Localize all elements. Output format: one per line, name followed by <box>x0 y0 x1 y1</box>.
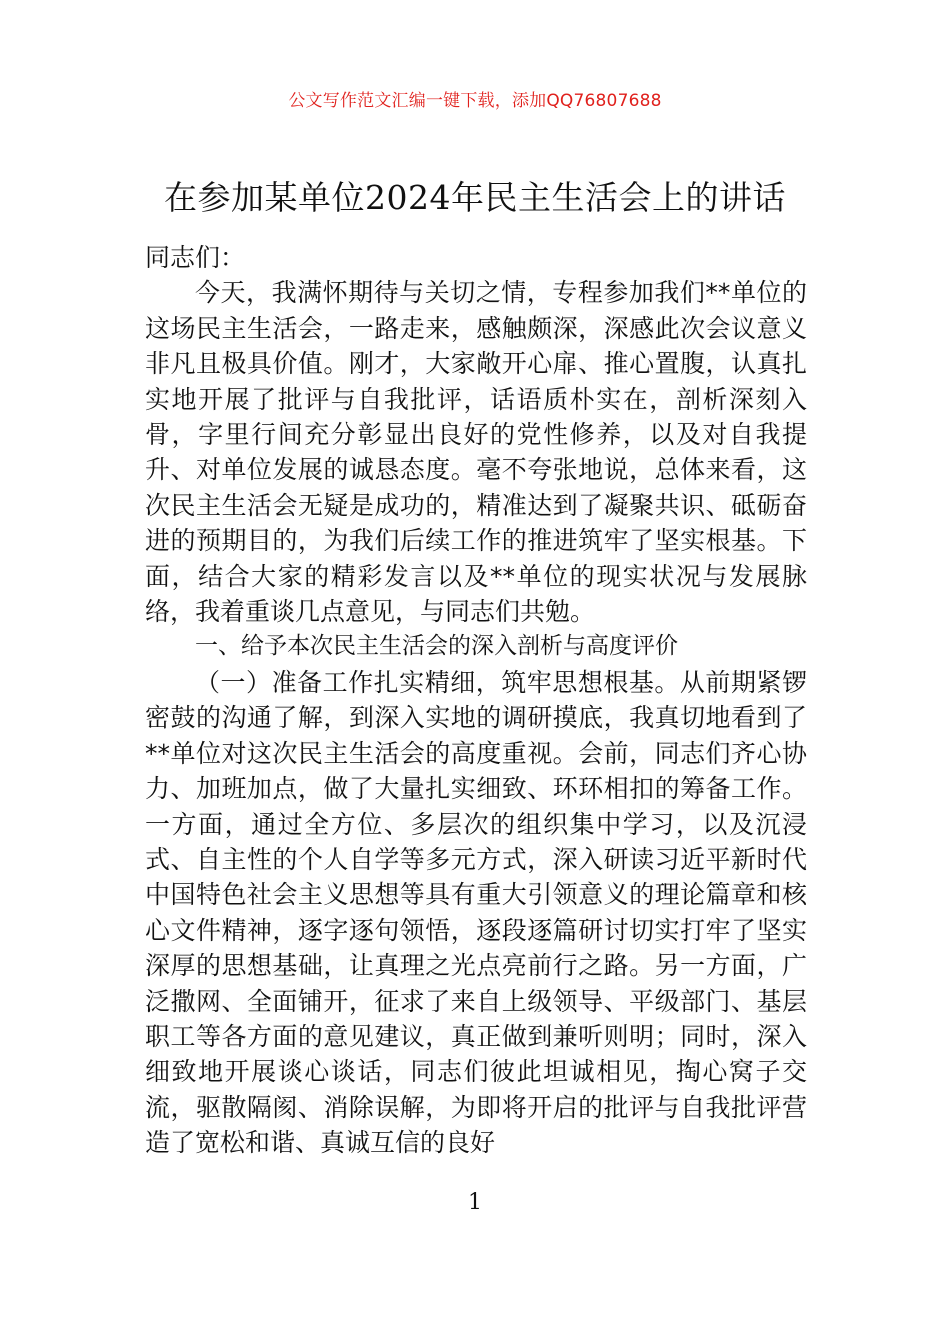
paragraph-intro: 今天，我满怀期待与关切之情，专程参加我们**单位的这场民主生活会，一路走来，感触颇深，深感此次会议意义非凡且极具价值。刚才，大家敞开心扉、推心置腹，认真扎实地开展了批评与自我批评，话语质朴实在，剖析深刻入骨，字里行间充分彰显出良好的党性修养，以及对自我提升、对单位发展的诚恳态度。毫不夸张地说，总体来看，这次民主生活会无疑是成功的，精准达到了凝聚共识、砥砺奋进的预期目的，为我们后续工作的推进筑牢了坚实根基。下面，结合大家的精彩发言以及**单位的现实状况与发展脉络，我着重谈几点意见，与同志们共勉。 <box>145 278 807 627</box>
page-number: 1 <box>468 1190 482 1215</box>
section-heading-1: 一、给予本次民主生活会的深入剖析与高度评价 <box>195 633 678 660</box>
header-ad-text: 公文写作范文汇编一键下载，添加QQ76807688 <box>288 91 662 111</box>
document-body <box>145 240 807 1161</box>
salutation: 同志们： <box>145 243 246 272</box>
paragraph-subsection-1: （一）准备工作扎实精细，筑牢思想根基。从前期紧锣密鼓的沟通了解，到深入实地的调研摸底，我真切地看到了**单位对这次民主生活会的高度重视。会前，同志们齐心协力、加班加点，做了大量扎实细致、环环相扣的筹备工作。一方面，通过全方位、多层次的组织集中学习，以及沉浸式、自主性的个人自学等多元方式，深入研读习近平新时代中国特色社会主义思想等具有重大引领意义的理论篇章和核心文件精神，逐字逐句领悟，逐段逐篇研讨切实打牢了坚实深厚的思想基础，让真理之光点亮前行之路。另一方面，广泛撒网、全面铺开，征求了来自上级领导、平级部门、基层职工等各方面的意见建议，真正做到兼听则明；同时，深入细致地开展谈心谈话，同志们彼此坦诚相见，掏心窝子交流，驱散隔阂、消除误解，为即将开启的批评与自我批评营造了宽松和谐、真诚互信的良好 <box>145 667 807 1158</box>
document-title: 在参加某单位2024年民主生活会上的讲话 <box>164 178 786 217</box>
